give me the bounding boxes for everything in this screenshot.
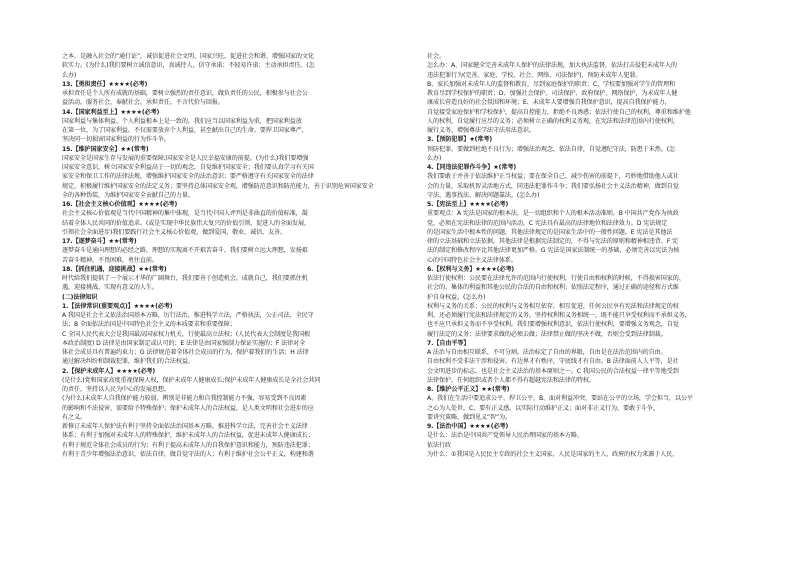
- text-line: (是什么)党和国家高度重视保障人权，保护未成年人健康成长;保护未成年人健康成长是全社会共同: [62, 376, 321, 384]
- text-line: (为什么)未成年人自我保护能力较弱，辨别是非能力和自我控制能力不强，容易受到不良因素: [62, 395, 307, 403]
- text-line: C 全国人民代表大会是我国最高国家权力机关，行使最高立法权；(人民代表大会制度是我国根: [62, 330, 311, 338]
- text-line: 通过解决纠纷和制裁犯罪，维护我们的合法权益。: [62, 358, 194, 366]
- text-line: 规定，积极履行维护国家安全的法定义务；要坚持总体国家安全观，增强防范意识和防范能力，善于识别危害国家安全: [62, 182, 374, 190]
- text-line: 2.【保护未成年人】★★★★(必考): [62, 367, 156, 375]
- text-line: 的责任，坚持以人民为中心的发展思想。: [62, 386, 170, 393]
- text-line: 国家安全是国家生存与发展的重要保障;国家安全是人民幸福安康的前提。(为什么)我们要增强: [62, 154, 309, 162]
- text-line: 结着全体人民共同的价值追求。(或是实现中华民族伟大复兴的价值引领，促进人的全面发展，: [62, 219, 311, 227]
- text-line: 时代给我们提供了一个展示才华的广阔舞台，我们要善于创造机会，成就自己，我们要抓住机: [62, 275, 308, 282]
- text-line: 律的立法基础和立法依据，其他法律是根据宪法制定的，不得与宪法的原则和精神相违背。F 宪: [427, 238, 678, 245]
- text-line: 14.【国家利益至上】★★★★(必考): [62, 108, 160, 116]
- text-line: 怎么办：A、国家健全完善未成年人保护的法律法规，加大执法监督，依法打击侵犯未成年人的: [427, 62, 677, 70]
- text-line: 会的力量，采取机智灵活地方式，同违法犯罪作斗争；我们要弘扬社会主义法治精神，做到自觉: [427, 182, 679, 190]
- text-line: 重要观点：A 宪法是国家的根本法，是一切组织和个人的根本活动准则。B 中国共产党作为执政: [427, 210, 679, 218]
- text-line: 权利与义务的关系：公民的权利与义务相互依存、相互促进，任何公民享有宪法和法律规定的权: [427, 302, 679, 310]
- text-line: 国家安全意识，树立国家安全利益高于一切的观念，自觉维护国家安全；我们要认真学习有关国: [62, 164, 314, 171]
- text-line: 遇，迎接挑战，实现有意义的人生。: [62, 284, 158, 292]
- text-line: B、家长加强对未成年人的监督和教育，尽到家庭保护的职责；C、学校要加强对学生的管理和: [427, 80, 675, 88]
- text-line: 也不应只承担义务而不享受权利。我们要增强权利意识，依法行使权利，要增强义务观念，自觉: [427, 321, 679, 329]
- right-column: [427, 52, 776, 553]
- text-line: 9.【法治中国】★★★★(必考): [427, 423, 509, 430]
- text-line: 7.【自由平等】: [427, 339, 470, 347]
- text-line: 社会。: [427, 53, 445, 60]
- text-line: 全的各种伪装，为维护国家安全贡献自己的力量。: [62, 191, 194, 199]
- text-line: 利，还必须履行宪法和法律规定的义务。坚持权利和义务相统一，既不能只享受权利而不承担义务，: [427, 312, 691, 319]
- text-line: 1.【法律常识(重要观点)】★★★★(必考): [62, 302, 173, 310]
- text-line: 4.【同违法犯罪作斗争】★(常考): [427, 164, 517, 171]
- text-line: 自觉接受家庭保护和学校保护，提高自控能力，拒绝不良诱惑；依法行使自己的权利，尊重和维护他: [427, 108, 691, 116]
- text-line: 新修订未成年人保护法有利于坚持全面依法治国基本方略，推进科学立法，完善社会主义法律: [62, 423, 308, 430]
- text-line: 会文明进步的标志，也是社会主义法治的基本原则之一。C 我国公民的合法权益一律平等地受到: [427, 367, 679, 375]
- text-line: (二)法律知识: [62, 293, 98, 301]
- text-line: 履行法定的义务；法律要求做的必须去做；法律禁止做的坚决不做，否则会受到法律制裁。: [427, 330, 667, 338]
- text-line: 为什么：①我国是人民民主专政的社会主义国家，人民是国家的主人，政府的权力来源于人民，: [427, 450, 679, 458]
- text-line: 有利于青少年增强法治意识，依法自律，做自觉守法的人；有利于维护社会公平正义，构建和谐: [62, 450, 314, 458]
- text-line: 是什么：法治是中国共产党领导人民治理国家的基本方略。: [427, 432, 583, 440]
- text-line: 有利于规范全体社会成员的行为；有利于提高未成年人的自我保护意识和能力，预防违法犯罪；: [62, 441, 314, 449]
- text-line: 违法犯罪行为(完善、家庭、学校、社会、网络、司法保护)，预防未成年人犯罪。: [427, 71, 642, 79]
- text-line: 心的中国特色社会主义法律体系。: [427, 256, 517, 264]
- left-column: [62, 52, 411, 553]
- text-line: 在第一位，为了国家利益，不仅需要放弃个人利益，甚至献出自己的生命。要捍卫国家尊严，: [62, 127, 308, 134]
- text-line: 么办): [62, 71, 77, 79]
- text-line: 社会主义核心价值观是当代中国精神的集中体现，是当代中国人评判是非曲直的价值标准，凝: [62, 210, 308, 218]
- text-line: 软实力。(为什么)我们要树立诚信意识，真诚待人，信守承诺；不轻易许诺；主动承担责任。(怎: [62, 62, 315, 70]
- text-line: 益活动，服务社会，奉献社会，承担责任，不言代价与回报。: [62, 99, 224, 107]
- text-line: 护自身权益。(怎么办): [427, 293, 486, 301]
- text-line: 体系；有利于加强对未成年人的特殊保护，维护未成年人的合法权益，促进未成年人健康成长；: [62, 432, 314, 440]
- text-line: 之本，是融入社会的“通行证”，诚信促进社会文明、国家兴旺，促进社会和谐、增强国家的文化: [62, 53, 314, 60]
- text-line: 有之义。: [62, 413, 86, 421]
- text-line: 教育尽到学校保护的职责；D、加强社会保护、司法保护、政府保护、网络保护，为未成年人健: [427, 90, 678, 97]
- text-line: 党，必须在宪法和法律的范围内活动。C 宪法具有最高的法律地位和法律效力。D 宪法规定: [427, 219, 668, 227]
- text-line: 本政治制度) D 法律是由国家制定或认可的；E 法律是由国家强制力保证实施的；F 法律对全: [62, 339, 306, 347]
- text-line: 自由权利不受非法干涉和侵害。有边界才有秩序，守底线才有自由。B 法律面前人人平等，是社: [427, 358, 679, 366]
- text-line: A 法治与自由相互联系，不可分割。法治标定了自由的界限，自由是在法治范围内的自由。: [427, 349, 667, 356]
- text-line: 的影响和不法侵害，需要给予特殊保护；保护未成年人的合法权益，是人类文明和社会进步的应: [62, 404, 314, 412]
- text-line: 国家利益与集体利益、个人利益根本上是一致的，我们应当以国家利益为重，把国家利益放: [62, 117, 302, 125]
- text-line: 之心为人处世，C、要有正义感，以实际行动维护正义；面对非正义行为，要敢于斗争，: [427, 404, 659, 412]
- text-line: 家安全和保卫工作的法律法规，增强维护国家安全的法治意识；要严格遵守有关国家安全的法律: [62, 173, 314, 181]
- text-line: 康成长营造良好的社会氛围和环境；E、未成年人要增强自我保护意识，提高自我保护能力，: [427, 99, 671, 107]
- text-line: 18.【抓住机遇，迎接挑战】★★(常考): [62, 265, 167, 273]
- text-line: 法的制定和修改程序比其他法律更加严格。G 宪法是国家法制统一的基础，必须完善以宪法为核: [427, 247, 680, 255]
- text-line: 的是国家生活中根本性的问题，其他法律规定的是国家生活中的一般性问题。E 宪法是其他法: [427, 228, 673, 236]
- text-line: 依法行政: [427, 441, 451, 449]
- text-line: 引领社会全面进步)我们要践行社会主义核心价值观，做到爱国、敬业、诚信、友善。: [62, 228, 287, 236]
- text-line: 么办): [427, 154, 442, 162]
- text-line: A 我国是社会主义依法治国基本方略，厉行法治，推进科学立法，严格执法，公正司法，全民守: [62, 312, 314, 319]
- text-line: 履行义务，增强尊法学法守法用法意识。: [427, 127, 535, 134]
- text-line: 15.【维护国家安全】★★(常考): [62, 145, 149, 153]
- text-line: 依法行使权利：公民要在法律允许的范围内行使权利，行使自由和权利的时候，不得损害国家的、: [427, 275, 685, 282]
- text-line: 3.【预防犯罪】★(常考): [427, 136, 493, 144]
- text-line: 预防犯罪，要做到杜绝不良行为；增强法治观念，依法自律，自觉遵纪守法，防患于未然。(怎: [427, 145, 676, 153]
- text-line: 体社会成员具有普遍约束力；G 法律规范着全体社会成员的行为，保护着我们的生活；H 法律: [62, 349, 309, 356]
- text-line: 法律保护，任何组织或者个人都不得有超越宪法和法律的特权。: [427, 376, 595, 384]
- text-line: 社会的、集体的利益和其他公民的合法的自由和权利；依照法定程序，通过正确的途径和方式维: [427, 284, 679, 292]
- text-line: 8.【维护公平正义】★★(常考): [427, 386, 510, 393]
- text-line: 法；B 全面依法治国是中国特色社会主义的本质要求和重要保障；: [62, 321, 236, 329]
- text-line: 坚决同一切损害国家利益的行为作斗争。: [62, 136, 170, 144]
- text-line: 要讲究策略，做到见义“智”为。: [427, 413, 512, 421]
- text-line: 17.【逐梦奋斗】★★(常考): [62, 238, 137, 245]
- text-line: 16.【社会主义核心价值观】★★★★(必考): [62, 201, 178, 208]
- text-line: 我们要敢于并善于依法维护正当权益；要在保全自己、减少伤害的前提下，巧妙地借助他人或社: [427, 173, 679, 181]
- text-line: 承担责任是个人所有成就的基础，要树立强烈的责任意识，做负责任的公民，积极参与社会公: [62, 90, 308, 97]
- text-line: 5.【宪法至上】★★★★(必考): [427, 201, 509, 208]
- text-line: 6.【权利与义务】★★★★(必考): [427, 265, 515, 273]
- text-line: 逐梦奋斗是通向理想的必经之路，理想的实现离不开艰苦奋斗，我们要树立远大理想，发扬艰: [62, 247, 308, 255]
- text-line: 13.【勇担责任】★★★★(必考): [62, 80, 148, 88]
- text-line: A、我们在生活中要追求公平，捍卫公平，B、面对利益冲突，要站在公平的立场，学会担当，以公平: [427, 395, 693, 403]
- text-line: 守法、遇事找法、解决问题靠法。(怎么办): [427, 191, 540, 199]
- text-line: 苦奋斗精神，不畏困难，勇往直前。: [62, 256, 158, 264]
- text-line: 人的权利，自觉履行应尽的义务；必须树立正确的权利义务观，在宪法和法律范围内行使权利，: [427, 117, 679, 125]
